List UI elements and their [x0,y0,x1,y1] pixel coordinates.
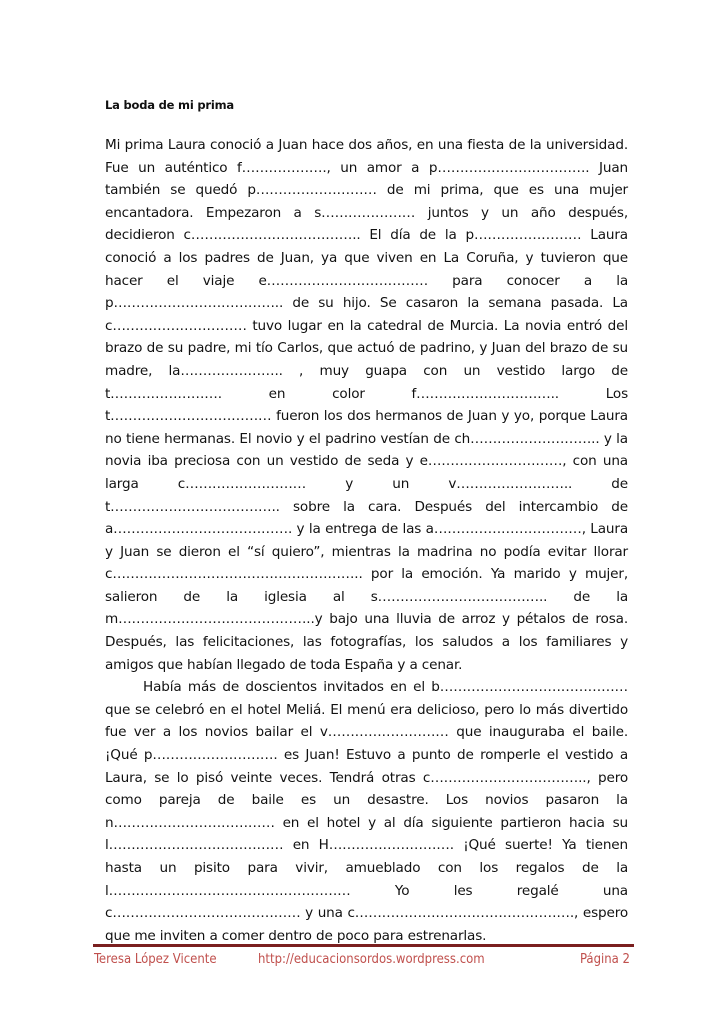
document-title: La boda de mi prima [105,98,234,112]
footer-page-number: Página 2 [579,952,630,967]
paragraph-2: Había más de doscientos invitados en el b…………………………………… que se celebró en el hotel Meliá. El menú era delicioso, pero lo más divertido fue ver a los novios bailar el v……………………… que inauguraba el baile. ¡Qué p………………………. es Juan! Estuvo a punto de romperle el vestido a Laura, se lo pisó veinte veces. Tendrá otras c…………………………….., pero como pareja de baile es un desastre. Los novios pasaron la n……………………………… en el hotel y al día siguiente partieron hacia su l………………………………… en H………………………. ¡Qué suerte! Ya tienen hasta un pisito para vivir, amueblado con los regalos de la l……………………………………………… Yo les regalé una c…………………………………… y una c…………………………………………., espero que me inviten a comer dentro de poco para estrenarlas. [105,679,628,944]
footer-url-link[interactable]: http://educacionsordos.wordpress.com [258,952,485,967]
document-body [105,134,628,947]
footer-author: Teresa López Vicente [94,952,217,967]
footer-divider [93,944,634,947]
paragraph-1: Mi prima Laura conoció a Juan hace dos años, en una fiesta de la universidad. Fue un auténtico f………………., un amor a p……………………………. Juan también se quedó p……………………… de mi prima, que es una mujer encantadora. Empezaron a s………………… juntos y un año después, decidieron c……………………………….. El día de la p…………………… Laura conoció a los padres de Juan, ya que viven en La Coruña, y tuvieron que hacer el viaje e……………………………… para conocer a la p……………………………….. de su hijo. Se casaron la semana pasada. La c………………………… tuvo lugar en la catedral de Murcia. La novia entró del brazo de su padre, mi tío Carlos, que actuó de padrino, y Juan del brazo de su madre, la………………….. , muy guapa con un vestido largo de t……………………. en color f………………………….. Los t……………………………… fueron los dos hermanos de Juan y yo, porque Laura no tiene hermanas. El novio y el padrino vestían de ch……………………….. y la novia iba preciosa con un vestido de seda y e…………………………, con una larga c……………………… y un v…………………….. de t……………………………….. sobre la cara. Después del intercambio de a…………………………………. y la entrega de las a……………………………, Laura y Juan se dieron el “sí quiero”, mientras la madrina no podía evitar llorar c……………………………………………….. por la emoción. Ya marido y mujer, salieron de la iglesia al s……………………………….. de la m……………………………………..y bajo una lluvia de arroz y pétalos de rosa. Después, las felicitaciones, las fotografías, los saludos a los familiares y amigos que habían llegado de toda España y a cenar. [105,137,628,673]
page-footer [94,952,630,972]
